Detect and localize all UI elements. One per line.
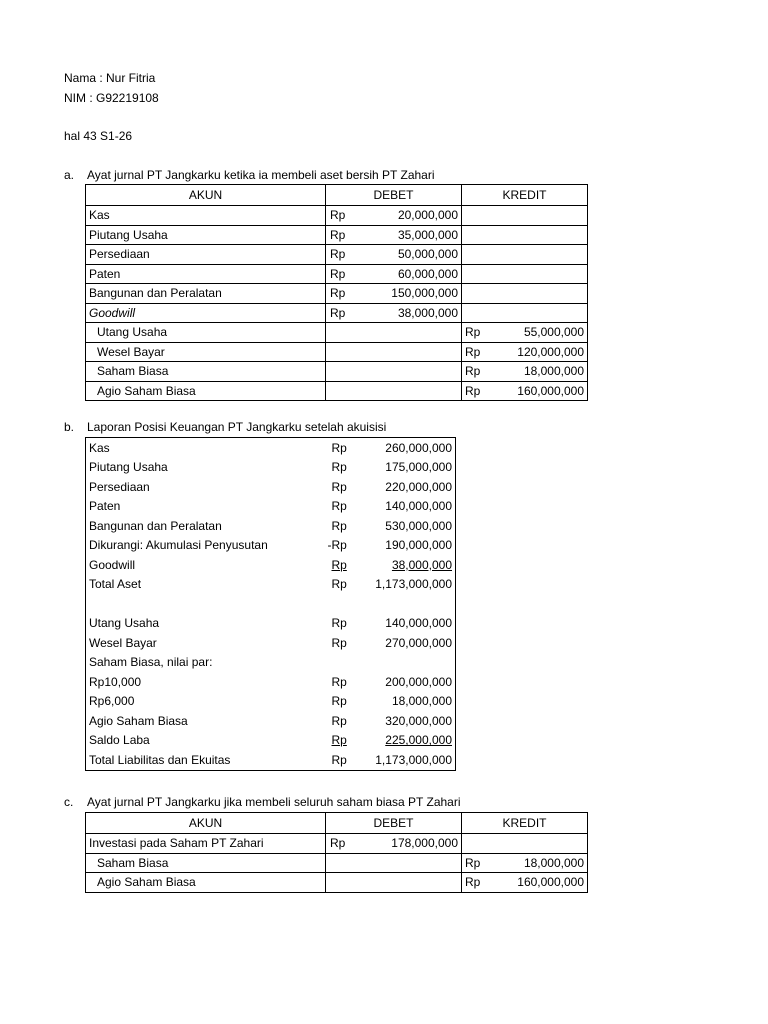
- kredit-currency: [462, 206, 500, 226]
- akun-cell: Agio Saham Biasa: [86, 381, 326, 401]
- kredit-currency: [462, 303, 500, 323]
- table-row: [86, 438, 456, 458]
- bs-currency: Rp: [331, 616, 347, 631]
- kredit-amount: 18,000,000: [500, 853, 588, 873]
- debet-currency: [326, 853, 362, 873]
- bs-label: Persediaan: [89, 479, 150, 494]
- table-row: [86, 245, 588, 265]
- bs-currency: Rp: [331, 557, 347, 572]
- debet-currency: [326, 323, 362, 343]
- kredit-currency: [462, 284, 500, 304]
- section-c-letter: c.: [64, 795, 74, 809]
- section-b-title: Laporan Posisi Keuangan PT Jangkarku setelah akuisisi: [87, 420, 387, 434]
- bs-label: Rp10,000: [89, 674, 142, 689]
- debet-currency: [326, 873, 362, 893]
- bs-amount: 18,000,000: [391, 694, 452, 709]
- debet-amount: [362, 342, 462, 362]
- kredit-amount: 55,000,000: [500, 323, 588, 343]
- kredit-currency: Rp: [462, 873, 500, 893]
- exercise-reference: hal 43 S1-26: [64, 129, 133, 143]
- table-row: [86, 692, 456, 712]
- debet-amount: 20,000,000: [362, 206, 462, 226]
- bs-currency: Rp: [331, 733, 347, 748]
- debet-currency: Rp: [326, 264, 362, 284]
- bs-amount: 260,000,000: [385, 440, 452, 455]
- bs-currency: Rp: [331, 499, 347, 514]
- bs-amount: 530,000,000: [385, 518, 452, 533]
- kredit-currency: Rp: [462, 381, 500, 401]
- journal-header-row: [86, 185, 588, 206]
- table-row: [86, 362, 588, 382]
- kredit-currency: [462, 264, 500, 284]
- debet-amount: [362, 853, 462, 873]
- journal-header-row: [86, 813, 588, 834]
- akun-cell: Persediaan: [86, 245, 326, 265]
- kredit-amount: 120,000,000: [500, 342, 588, 362]
- akun-header: AKUN: [86, 813, 326, 834]
- kredit-amount: 160,000,000: [500, 381, 588, 401]
- debet-currency: Rp: [326, 834, 362, 854]
- bs-amount: 38,000,000: [391, 557, 452, 572]
- akun-cell: Utang Usaha: [86, 323, 326, 343]
- kredit-currency: Rp: [462, 323, 500, 343]
- debet-amount: 35,000,000: [362, 225, 462, 245]
- table-row: [86, 750, 456, 770]
- table-row: [86, 516, 456, 536]
- table-row: [86, 225, 588, 245]
- kredit-currency: Rp: [462, 362, 500, 382]
- kredit-currency: Rp: [462, 853, 500, 873]
- akun-cell: Agio Saham Biasa: [86, 873, 326, 893]
- bs-currency: Rp: [331, 752, 347, 767]
- bs-currency: Rp: [331, 674, 347, 689]
- bs-label: Rp6,000: [89, 694, 135, 709]
- bs-currency: Rp: [331, 440, 347, 455]
- table-row: [86, 731, 456, 751]
- kredit-header: KREDIT: [462, 185, 588, 206]
- table-row: [86, 497, 456, 517]
- table-row: [86, 614, 456, 634]
- debet-currency: [326, 381, 362, 401]
- bs-label: Saham Biasa, nilai par:: [89, 655, 213, 670]
- bs-amount: 190,000,000: [385, 538, 452, 553]
- debet-amount: 38,000,000: [362, 303, 462, 323]
- table-row: [86, 458, 456, 478]
- bs-label: Total Aset: [89, 577, 142, 592]
- bs-amount: 225,000,000: [385, 733, 452, 748]
- debet-currency: Rp: [326, 206, 362, 226]
- kredit-amount: [500, 206, 588, 226]
- student-nim: NIM : G92219108: [64, 91, 159, 105]
- kredit-amount: [500, 245, 588, 265]
- bs-amount: 140,000,000: [385, 499, 452, 514]
- table-row: [86, 264, 588, 284]
- table-row: [86, 873, 588, 893]
- table-row: [86, 536, 456, 556]
- table-row: [86, 653, 456, 673]
- section-a-title: Ayat jurnal PT Jangkarku ketika ia membeli aset bersih PT Zahari: [87, 168, 435, 182]
- bs-currency: Rp: [331, 460, 347, 475]
- kredit-currency: Rp: [462, 342, 500, 362]
- bs-currency: [328, 653, 362, 673]
- debet-amount: [362, 323, 462, 343]
- bs-label: Wesel Bayar: [89, 635, 157, 650]
- journal-table-a: [85, 184, 588, 401]
- akun-cell: Paten: [86, 264, 326, 284]
- kredit-amount: 18,000,000: [500, 362, 588, 382]
- table-row: [86, 711, 456, 731]
- bs-label: Total Liabilitas dan Ekuitas: [89, 752, 231, 767]
- kredit-currency: [462, 245, 500, 265]
- kredit-amount: [500, 225, 588, 245]
- kredit-amount: 160,000,000: [500, 873, 588, 893]
- akun-cell: Piutang Usaha: [86, 225, 326, 245]
- kredit-amount: [500, 284, 588, 304]
- bs-label: Goodwill: [89, 557, 136, 572]
- table-row: [86, 303, 588, 323]
- akun-cell: Saham Biasa: [86, 853, 326, 873]
- table-row: [86, 477, 456, 497]
- bs-amount: 320,000,000: [385, 713, 452, 728]
- bs-amount: [362, 653, 456, 673]
- student-name: Nama : Nur Fitria: [64, 71, 156, 85]
- kredit-currency: [462, 834, 500, 854]
- table-row: [86, 206, 588, 226]
- akun-cell: Investasi pada Saham PT Zahari: [86, 834, 326, 854]
- bs-currency: Rp: [331, 577, 347, 592]
- debet-amount: 50,000,000: [362, 245, 462, 265]
- journal-table-c: [85, 812, 588, 893]
- akun-cell: Bangunan dan Peralatan: [86, 284, 326, 304]
- debet-amount: 150,000,000: [362, 284, 462, 304]
- table-row: [86, 555, 456, 575]
- bs-label: Piutang Usaha: [89, 460, 168, 475]
- bs-currency: Rp: [331, 694, 347, 709]
- kredit-amount: [500, 264, 588, 284]
- balance-sheet-table: [85, 437, 456, 771]
- section-b-letter: b.: [64, 420, 75, 434]
- table-row: [86, 323, 588, 343]
- bs-currency: Rp: [331, 635, 347, 650]
- debet-currency: Rp: [326, 245, 362, 265]
- debet-currency: Rp: [326, 225, 362, 245]
- bs-amount: 270,000,000: [385, 635, 452, 650]
- bs-label: Agio Saham Biasa: [89, 713, 188, 728]
- akun-cell: Goodwill: [86, 303, 326, 323]
- bs-amount: 220,000,000: [385, 479, 452, 494]
- table-row: [86, 594, 456, 614]
- section-a-letter: a.: [64, 168, 75, 182]
- bs-currency: Rp: [331, 479, 347, 494]
- akun-header: AKUN: [86, 185, 326, 206]
- bs-label: Paten: [89, 499, 121, 514]
- section-c-title: Ayat jurnal PT Jangkarku jika membeli seluruh saham biasa PT Zahari: [87, 795, 461, 809]
- akun-cell: Saham Biasa: [86, 362, 326, 382]
- debet-amount: 178,000,000: [362, 834, 462, 854]
- table-row: [86, 342, 588, 362]
- akun-cell: Kas: [86, 206, 326, 226]
- bs-label: Bangunan dan Peralatan: [89, 518, 222, 533]
- debet-header: DEBET: [326, 813, 462, 834]
- bs-currency: -Rp: [327, 538, 347, 553]
- bs-label: Dikurangi: Akumulasi Penyusutan: [89, 538, 268, 553]
- bs-amount: 140,000,000: [385, 616, 452, 631]
- table-row: [86, 575, 456, 595]
- table-row: [86, 381, 588, 401]
- bs-label: Saldo Laba: [89, 733, 150, 748]
- bs-currency: [328, 594, 362, 614]
- bs-label: Kas: [89, 440, 110, 455]
- bs-amount: 175,000,000: [385, 460, 452, 475]
- debet-currency: [326, 342, 362, 362]
- table-row: [86, 284, 588, 304]
- table-row: [86, 633, 456, 653]
- debet-amount: [362, 362, 462, 382]
- debet-currency: Rp: [326, 303, 362, 323]
- bs-amount: [362, 594, 456, 614]
- debet-currency: [326, 362, 362, 382]
- bs-amount: 1,173,000,000: [375, 577, 452, 592]
- debet-amount: [362, 381, 462, 401]
- kredit-currency: [462, 225, 500, 245]
- bs-label: Utang Usaha: [89, 616, 160, 631]
- debet-header: DEBET: [326, 185, 462, 206]
- bs-currency: Rp: [331, 518, 347, 533]
- bs-currency: Rp: [331, 713, 347, 728]
- debet-amount: 60,000,000: [362, 264, 462, 284]
- debet-amount: [362, 873, 462, 893]
- kredit-amount: [500, 834, 588, 854]
- debet-currency: Rp: [326, 284, 362, 304]
- akun-cell: Wesel Bayar: [86, 342, 326, 362]
- bs-amount: 1,173,000,000: [375, 752, 452, 767]
- table-row: [86, 672, 456, 692]
- kredit-header: KREDIT: [462, 813, 588, 834]
- table-row: [86, 853, 588, 873]
- bs-amount: 200,000,000: [385, 674, 452, 689]
- table-row: [86, 834, 588, 854]
- kredit-amount: [500, 303, 588, 323]
- bs-label: [86, 594, 328, 614]
